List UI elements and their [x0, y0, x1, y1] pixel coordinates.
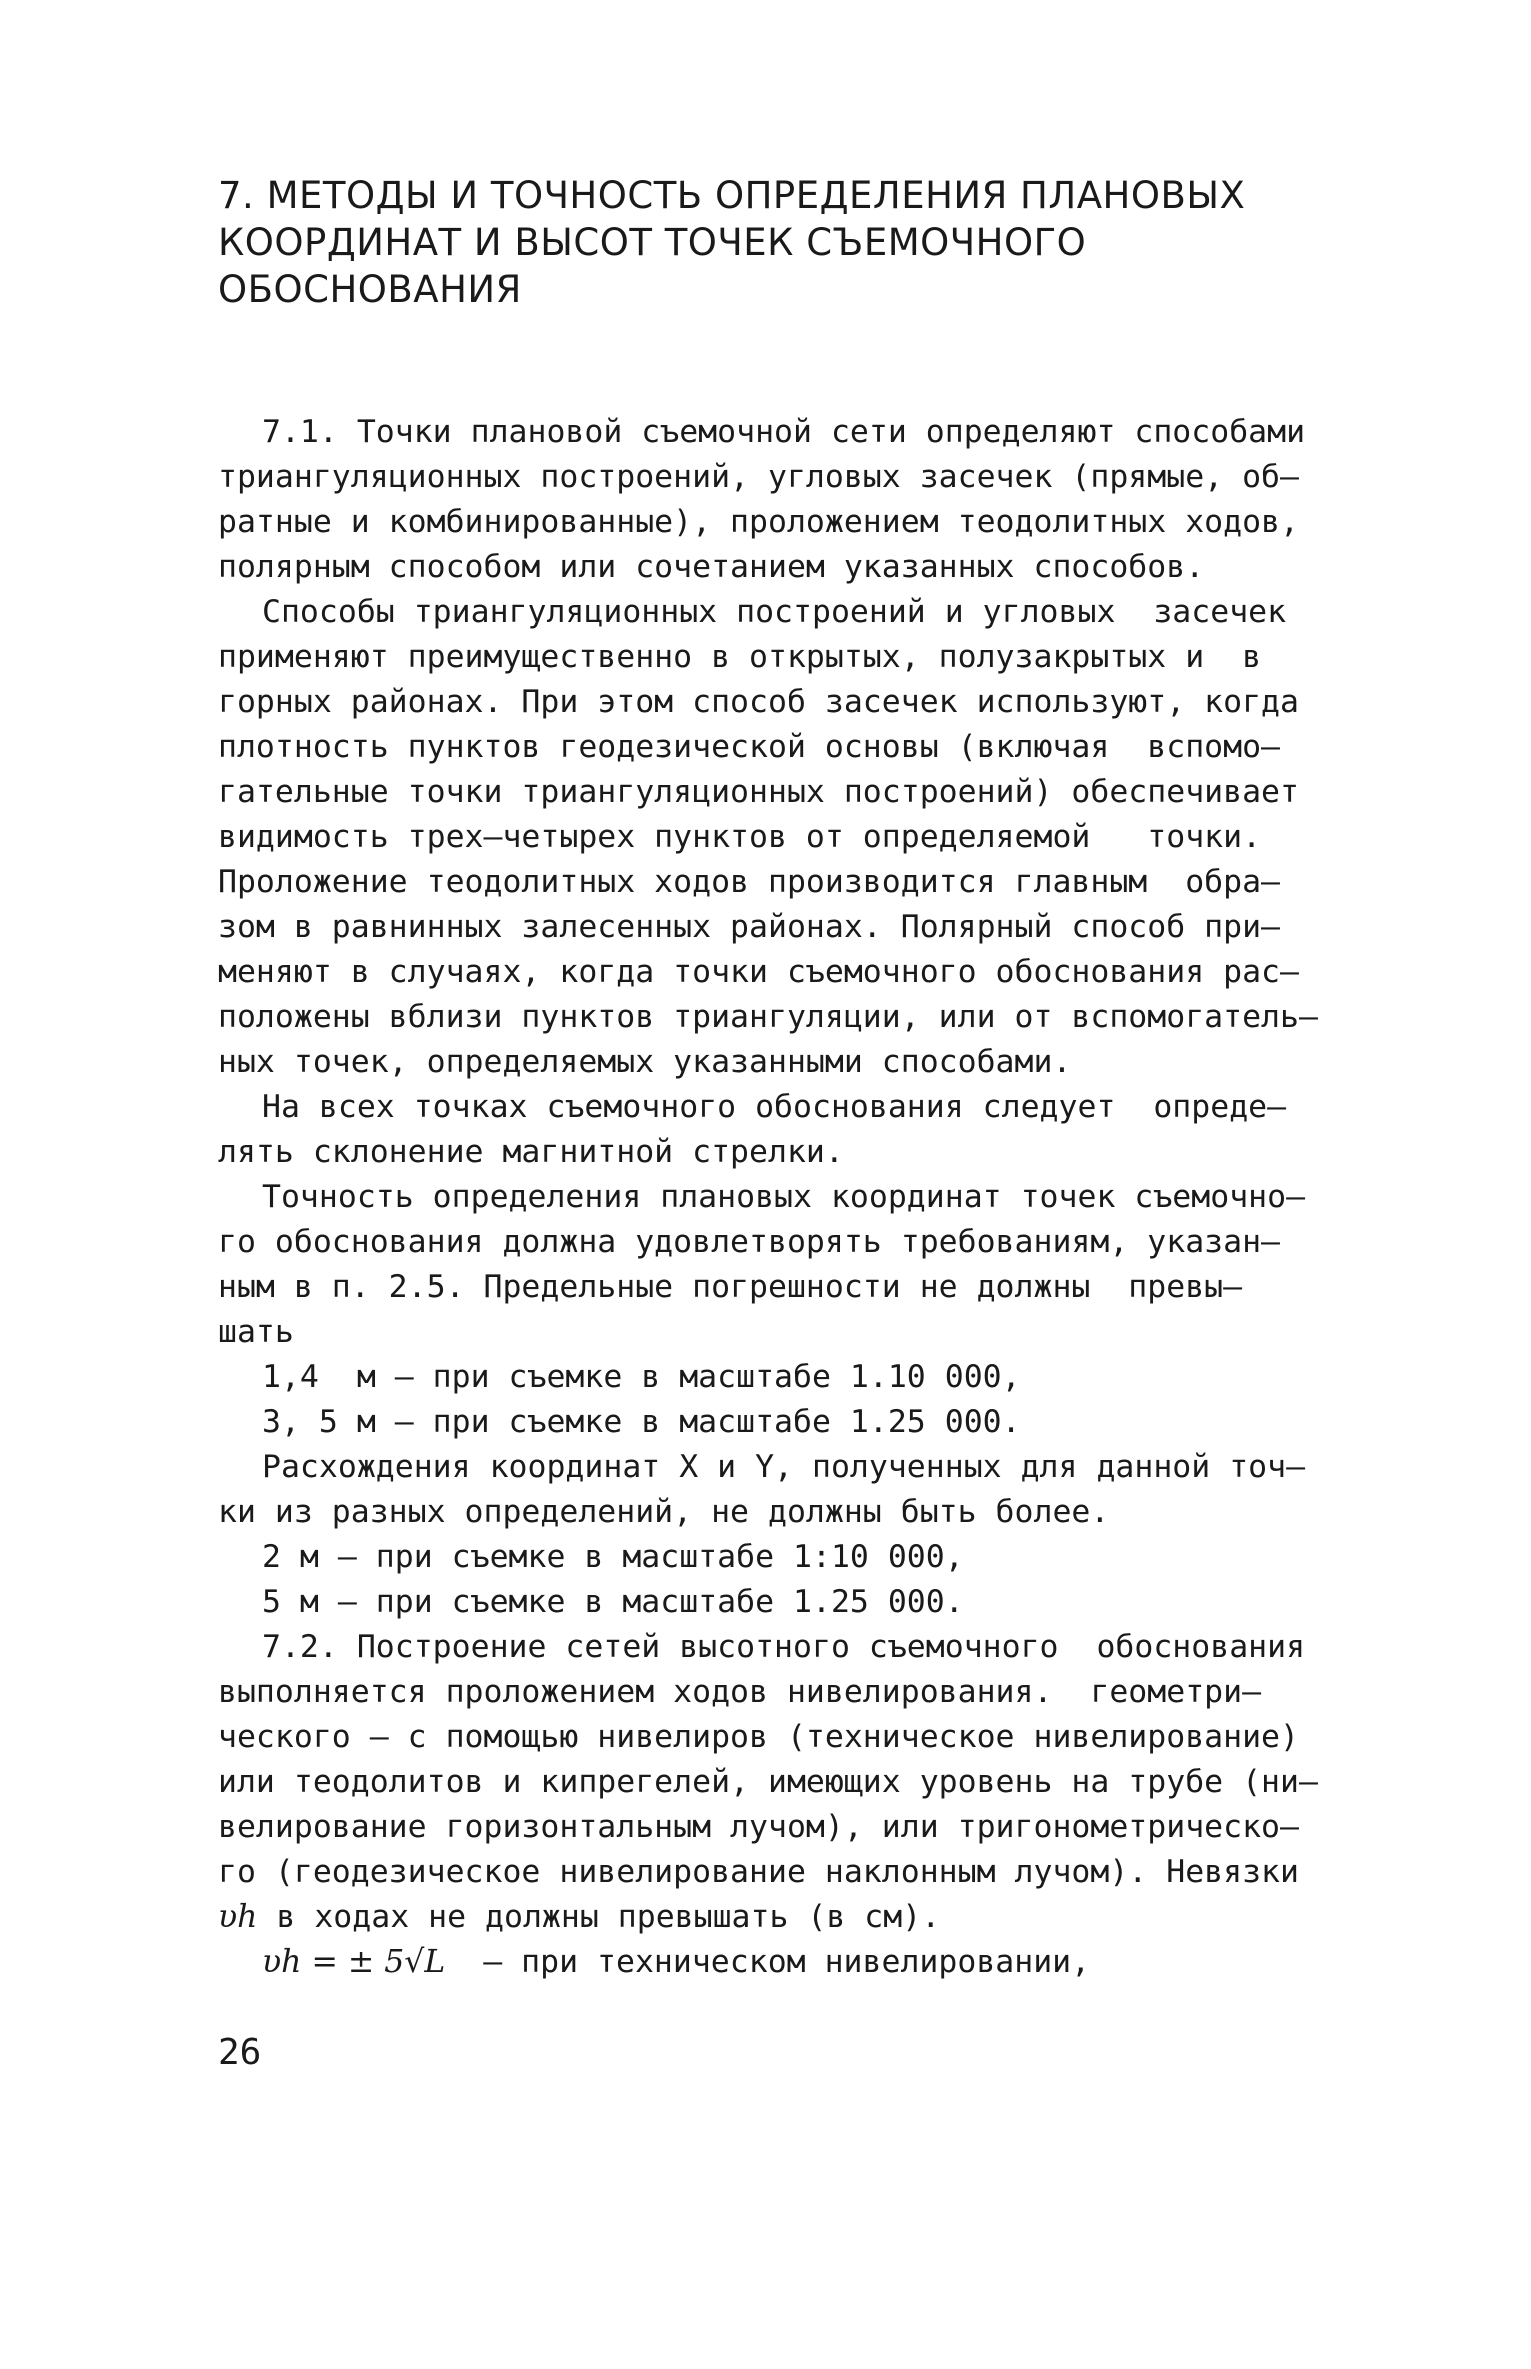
text-line: ных точек, определяемых указанными способами.: [218, 1044, 1072, 1080]
text-line: гательные точки триангуляционных построений) обеспечивает: [218, 774, 1299, 810]
text-line: Способы триангуляционных построений и угловых засечек: [262, 594, 1287, 630]
tolerance-formula: υh = ± 5√L: [262, 1944, 446, 1980]
text-line: 3, 5 м – при съемке в масштабе 1.25 000.: [262, 1404, 1021, 1440]
text-line: видимость трех–четырех пунктов от определяемой точки.: [218, 819, 1262, 855]
heading-line: ОБОСНОВАНИЯ: [218, 268, 522, 311]
body-text: [218, 410, 1413, 1985]
text-line: Точность определения плановых координат точек съемочно–: [262, 1179, 1306, 1215]
text-line: меняют в случаях, когда точки съемочного обоснования рас–: [218, 954, 1299, 990]
text-line: ным в п. 2.5. Предельные погрешности не должны превы–: [218, 1269, 1243, 1305]
formula-description: – при техническом нивелировании,: [483, 1944, 1091, 1980]
text-line: велирование горизонтальным лучом), или тригонометрическо–: [218, 1809, 1299, 1845]
text-line: 1,4 м – при съемке в масштабе 1.10 000,: [262, 1359, 1021, 1395]
text-line: На всех точках съемочного обоснования следует опреде–: [262, 1089, 1287, 1125]
text-line: 7.2. Построение сетей высотного съемочного обоснования: [262, 1629, 1306, 1665]
heading-line: 7. МЕТОДЫ И ТОЧНОСТЬ ОПРЕДЕЛЕНИЯ ПЛАНОВЫХ: [218, 174, 1246, 217]
formula-line: [218, 1940, 1413, 1985]
text-line: выполняется проложением ходов нивелирования. геометри–: [218, 1674, 1262, 1710]
page-number: 26: [218, 2032, 262, 2073]
text-line: зом в равнинных залесенных районах. Полярный способ при–: [218, 909, 1281, 945]
text-line: триангуляционных построений, угловых засечек (прямые, об–: [218, 459, 1299, 495]
text-line: Проложение теодолитных ходов производится главным обра–: [218, 864, 1281, 900]
heading-line: КООРДИНАТ И ВЫСОТ ТОЧЕК СЪЕМОЧНОГО: [218, 221, 1087, 264]
text-line: го (геодезическое нивелирование наклонным лучом). Невязки: [218, 1854, 1299, 1890]
text-line: ческого – с помощью нивелиров (техническое нивелирование): [218, 1719, 1299, 1755]
text-line: ратные и комбинированные), проложением теодолитных ходов,: [218, 504, 1299, 540]
text-line: Расхождения координат X и Y, полученных для данной точ–: [262, 1449, 1306, 1485]
text-line: или теодолитов и кипрегелей, имеющих уровень на трубе (ни–: [218, 1764, 1318, 1800]
text-line: 2 м – при съемке в масштабе 1:10 000,: [262, 1539, 964, 1575]
text-line: полярным способом или сочетанием указанных способов.: [218, 549, 1205, 585]
text-line: шать: [218, 1314, 294, 1350]
section-heading: [218, 172, 1368, 313]
text-line: 5 м – при съемке в масштабе 1.25 000.: [262, 1584, 964, 1620]
text-line: горных районах. При этом способ засечек используют, когда: [218, 684, 1299, 720]
text-line: плотность пунктов геодезической основы (включая вспомо–: [218, 729, 1281, 765]
text-line: го обоснования должна удовлетворять требованиям, указан–: [218, 1224, 1281, 1260]
text-line-rest: в ходах не должны превышать (в см).: [276, 1899, 941, 1935]
text-line: лять склонение магнитной стрелки.: [218, 1134, 844, 1170]
vh-symbol: υh: [218, 1899, 258, 1935]
text-line-with-math: [218, 1895, 1413, 1940]
text-line: 7.1. Точки плановой съемочной сети определяют способами: [262, 414, 1306, 450]
text-line: применяют преимущественно в открытых, полузакрытых и в: [218, 639, 1262, 675]
text-line: положены вблизи пунктов триангуляции, или от вспомогатель–: [218, 999, 1318, 1035]
text-line: ки из разных определений, не должны быть более.: [218, 1494, 1110, 1530]
